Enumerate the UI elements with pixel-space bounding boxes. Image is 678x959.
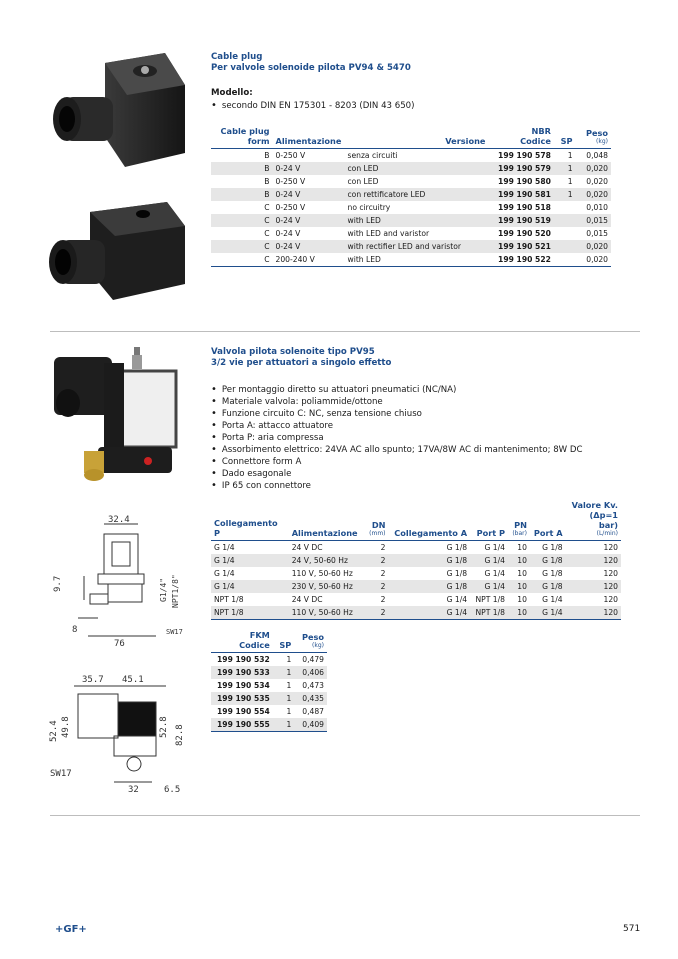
table-cell: 199 190 579 [488, 162, 553, 175]
dim-32: 32 [128, 785, 139, 795]
table-cell: G 1/4 [542, 594, 563, 604]
table-row [211, 227, 611, 240]
col-conn-a: Collegamento A [389, 500, 471, 541]
table-cell: 0,479 [302, 654, 324, 664]
table-cell: G 1/4 [211, 580, 289, 593]
cable-plug-table [211, 126, 611, 267]
table-row [211, 554, 621, 567]
technical-drawing-side [48, 512, 198, 652]
table-cell: 2 [365, 606, 389, 620]
feature-item: • Per montaggio diretto su attuatori pneumatici (NC/NA) [211, 384, 583, 396]
table-row [211, 653, 327, 667]
feature-item: • Connettore form A [211, 456, 583, 468]
col-supply: Alimentazione [273, 126, 345, 149]
dim-sw17-front: SW17 [50, 769, 72, 779]
table-row [211, 679, 327, 692]
table-cell: 2 [380, 568, 386, 578]
table-cell: G 1/4 [530, 606, 566, 620]
table-cell: 110 V, 50-60 Hz [289, 606, 365, 620]
table-cell: G 1/4 [214, 542, 235, 552]
table-cell: NPT 1/8 [475, 594, 505, 604]
table-cell: 2 [365, 580, 389, 593]
cable-plug-image-b [45, 45, 193, 185]
section1-title: Cable plug [211, 52, 263, 62]
dim-76: 76 [114, 639, 125, 649]
table-cell: 0,473 [302, 680, 324, 690]
dim-port-npt: NPT1/8" [171, 574, 180, 608]
table-cell: 199 190 522 [488, 253, 553, 267]
table-cell: 199 190 532 [217, 654, 270, 664]
table-cell: G 1/8 [389, 580, 471, 593]
feature-item: • Funzione circuito C: NC, senza tensione chiuso [211, 408, 583, 420]
col-weight: Peso (kg) [294, 630, 327, 653]
table-row [211, 606, 621, 620]
table-row [211, 188, 611, 201]
table-cell: with LED [345, 214, 489, 227]
table-cell: 199 190 534 [217, 680, 270, 690]
col-sp: SP [273, 630, 294, 653]
model-bullet: • secondo DIN EN 175301 - 8203 (DIN 43 650) [211, 100, 415, 112]
table-cell: 10 [508, 580, 530, 593]
table-cell: 120 [603, 542, 618, 552]
section-divider-bottom [50, 815, 640, 816]
table-cell: 0-24 V [273, 162, 345, 175]
feature-item: • Assorbimento elettrico: 24VA AC allo spunto; 17VA/8W AC di mantenimento; 8W DC [211, 444, 583, 456]
dim-port-g: G1/4" [159, 577, 168, 602]
table-cell: con LED [345, 162, 489, 175]
table-cell: C [211, 214, 273, 227]
table-row [211, 149, 611, 163]
table-cell: 230 V, 50-60 Hz [289, 580, 365, 593]
feature-list [211, 384, 583, 492]
table-header-row [211, 500, 621, 541]
table-cell: 1 [567, 150, 573, 160]
table-cell: 1 [286, 680, 292, 690]
table-row [211, 175, 611, 188]
table-cell: 10 [508, 554, 530, 567]
table-cell: C [264, 228, 270, 238]
table-cell: 0,015 [586, 228, 608, 238]
col-form: Cable plug form [211, 126, 273, 149]
col-kv: Valore Kv. (Δp=1 bar) (L/min) [566, 500, 621, 541]
technical-drawing-front [48, 672, 198, 800]
table-cell: 0,435 [294, 692, 327, 705]
table-cell: 199 190 518 [498, 202, 551, 212]
model-label: Modello: [211, 88, 253, 98]
table-cell: G 1/4 [211, 554, 289, 567]
table-row [211, 593, 621, 606]
table-header-row [211, 630, 327, 653]
table-cell: B [211, 162, 273, 175]
gf-logo: +GF+ [55, 924, 87, 935]
table-cell: 0,048 [586, 150, 608, 160]
table-cell: G 1/4 [446, 594, 468, 604]
dim-45-1: 45.1 [122, 675, 144, 685]
table-cell: C [264, 202, 270, 212]
table-row [211, 666, 327, 679]
table-cell: B [211, 188, 273, 201]
table-cell: G 1/4 [470, 554, 508, 567]
table-cell: 24 V DC [291, 542, 323, 552]
section2-subtitle: 3/2 vie per attuatori a singolo effetto [211, 358, 392, 368]
table-cell: senza circuiti [347, 150, 398, 160]
table-cell: 200-240 V [273, 253, 345, 267]
model-list [211, 100, 415, 112]
table-cell: NPT 1/8 [211, 606, 289, 620]
table-row [211, 240, 611, 253]
table-cell: 1 [567, 176, 573, 186]
table-cell: 199 190 578 [498, 150, 551, 160]
col-conn-p: Collegamento P [211, 500, 289, 541]
table-cell: 120 [566, 580, 621, 593]
table-cell: 0-250 V [275, 202, 306, 212]
table-cell: 0,020 [576, 188, 611, 201]
table-cell: 2 [365, 554, 389, 567]
table-cell: 0,020 [586, 176, 608, 186]
dim-8: 8 [72, 625, 78, 635]
valve-code-table [211, 630, 327, 732]
table-cell: 120 [566, 554, 621, 567]
table-cell: 0,015 [576, 214, 611, 227]
table-cell: G 1/4 [389, 606, 471, 620]
table-cell: 0-250 V [275, 150, 306, 160]
table-cell: with LED and varistor [347, 228, 430, 238]
table-cell: with rectifier LED and varistor [345, 240, 489, 253]
table-cell: 0,406 [294, 666, 327, 679]
table-cell: 0,020 [576, 240, 611, 253]
table-cell: G 1/8 [530, 554, 566, 567]
dim-52-8: 52.8 [159, 716, 169, 738]
table-cell: 120 [566, 606, 621, 620]
cable-plug-image-c [45, 192, 193, 310]
table-cell: 0-24 V [273, 214, 345, 227]
dim-82-8: 82.8 [175, 724, 185, 746]
feature-item: • Dado esagonale [211, 468, 583, 480]
table-cell: 10 [508, 606, 530, 620]
table-cell: 0-24 V [275, 228, 301, 238]
col-dn: DN (mm) [365, 500, 389, 541]
col-sp: SP [554, 126, 576, 149]
table-cell [554, 253, 576, 267]
table-cell: 0,487 [302, 706, 324, 716]
table-cell: G 1/8 [542, 568, 563, 578]
table-cell: 1 [286, 706, 292, 716]
col-code: NBR Codice [488, 126, 553, 149]
dim-sw17: SW17 [166, 628, 183, 636]
table-cell: 0,020 [576, 253, 611, 267]
table-cell [554, 201, 576, 214]
table-cell: 1 [273, 666, 294, 679]
table-cell: 110 V, 50-60 Hz [291, 568, 353, 578]
feature-item: • IP 65 con connettore [211, 480, 583, 492]
feature-item: • Porta P: aria compressa [211, 432, 583, 444]
table-cell: con LED [347, 176, 379, 186]
table-cell: 199 190 580 [498, 176, 551, 186]
table-cell [554, 227, 576, 240]
feature-item: • Materiale valvola: poliammide/ottone [211, 396, 583, 408]
table-cell: 199 190 555 [211, 718, 273, 732]
table-cell: G 1/4 [484, 568, 505, 578]
table-cell: 0-24 V [273, 188, 345, 201]
table-cell: G 1/8 [446, 568, 468, 578]
table-cell: G 1/8 [446, 542, 468, 552]
table-row [211, 567, 621, 580]
section2-heading [211, 347, 391, 369]
table-cell: 10 [517, 594, 527, 604]
table-cell: G 1/8 [530, 580, 566, 593]
table-cell: B [264, 176, 270, 186]
table-cell: 24 V DC [291, 594, 323, 604]
table-cell: 120 [603, 568, 618, 578]
dim-9-7: 9.7 [53, 575, 63, 592]
table-cell: 1 [554, 162, 576, 175]
col-version: Versione [345, 126, 489, 149]
section2-title: Valvola pilota solenoite tipo PV95 [211, 347, 375, 357]
table-cell: 10 [517, 542, 527, 552]
table-cell: 1 [554, 188, 576, 201]
section1-subtitle: Per valvole solenoide pilota PV94 & 5470 [211, 63, 411, 73]
dim-6-5: 6.5 [164, 785, 181, 795]
table-row [211, 253, 611, 267]
table-cell: C [211, 253, 273, 267]
table-row [211, 162, 611, 175]
table-cell: G 1/8 [542, 542, 563, 552]
solenoid-valve-image [48, 345, 188, 485]
table-cell: 1 [273, 692, 294, 705]
col-weight: Peso (kg) [576, 126, 611, 149]
table-cell: 199 190 581 [488, 188, 553, 201]
dim-52-4: 52.4 [49, 720, 59, 742]
dim-32-4: 32.4 [108, 515, 130, 525]
table-cell: 199 190 535 [211, 692, 273, 705]
table-cell [554, 214, 576, 227]
table-cell: 199 190 520 [498, 228, 551, 238]
table-cell: B [264, 150, 270, 160]
col-supply: Alimentazione [289, 500, 365, 541]
table-cell: G 1/4 [470, 580, 508, 593]
table-cell: 0,010 [586, 202, 608, 212]
table-cell: 199 190 519 [488, 214, 553, 227]
table-cell: 10 [517, 568, 527, 578]
table-row [211, 705, 327, 718]
table-cell: 1 [273, 718, 294, 732]
table-cell: C [211, 240, 273, 253]
dim-49-8: 49.8 [61, 716, 71, 738]
table-header-row [211, 126, 611, 149]
table-cell: 2 [380, 594, 386, 604]
table-row [211, 541, 621, 555]
dim-35-7: 35.7 [82, 675, 104, 685]
table-cell: 199 190 533 [211, 666, 273, 679]
col-port-a: Port A [530, 500, 566, 541]
col-code: FKM Codice [211, 630, 273, 653]
table-cell: 24 V, 50-60 Hz [289, 554, 365, 567]
table-cell: 2 [380, 542, 386, 552]
table-cell: 0-24 V [273, 240, 345, 253]
table-cell: no circuitry [347, 202, 391, 212]
section-divider [50, 331, 640, 332]
table-cell: 199 190 521 [488, 240, 553, 253]
table-cell: 199 190 554 [217, 706, 270, 716]
feature-item: • Porta A: attacco attuatore [211, 420, 583, 432]
section1-heading [211, 52, 411, 74]
valve-connection-table [211, 500, 621, 620]
table-cell: 0-250 V [275, 176, 306, 186]
table-cell: NPT 1/8 [214, 594, 244, 604]
table-cell: NPT 1/8 [470, 606, 508, 620]
table-cell: 0,409 [294, 718, 327, 732]
col-port-p: Port P [470, 500, 508, 541]
table-cell: G 1/4 [214, 568, 235, 578]
table-cell: 120 [603, 594, 618, 604]
table-row [211, 692, 327, 705]
table-cell: 0,020 [576, 162, 611, 175]
table-row [211, 718, 327, 732]
col-pn: PN (bar) [508, 500, 530, 541]
table-row [211, 201, 611, 214]
table-row [211, 580, 621, 593]
table-cell: with LED [345, 253, 489, 267]
page-number: 571 [623, 924, 641, 934]
table-cell: G 1/8 [389, 554, 471, 567]
table-cell: 1 [286, 654, 292, 664]
table-cell: con rettificatore LED [345, 188, 489, 201]
table-row [211, 214, 611, 227]
table-cell [554, 240, 576, 253]
table-cell: G 1/4 [484, 542, 505, 552]
